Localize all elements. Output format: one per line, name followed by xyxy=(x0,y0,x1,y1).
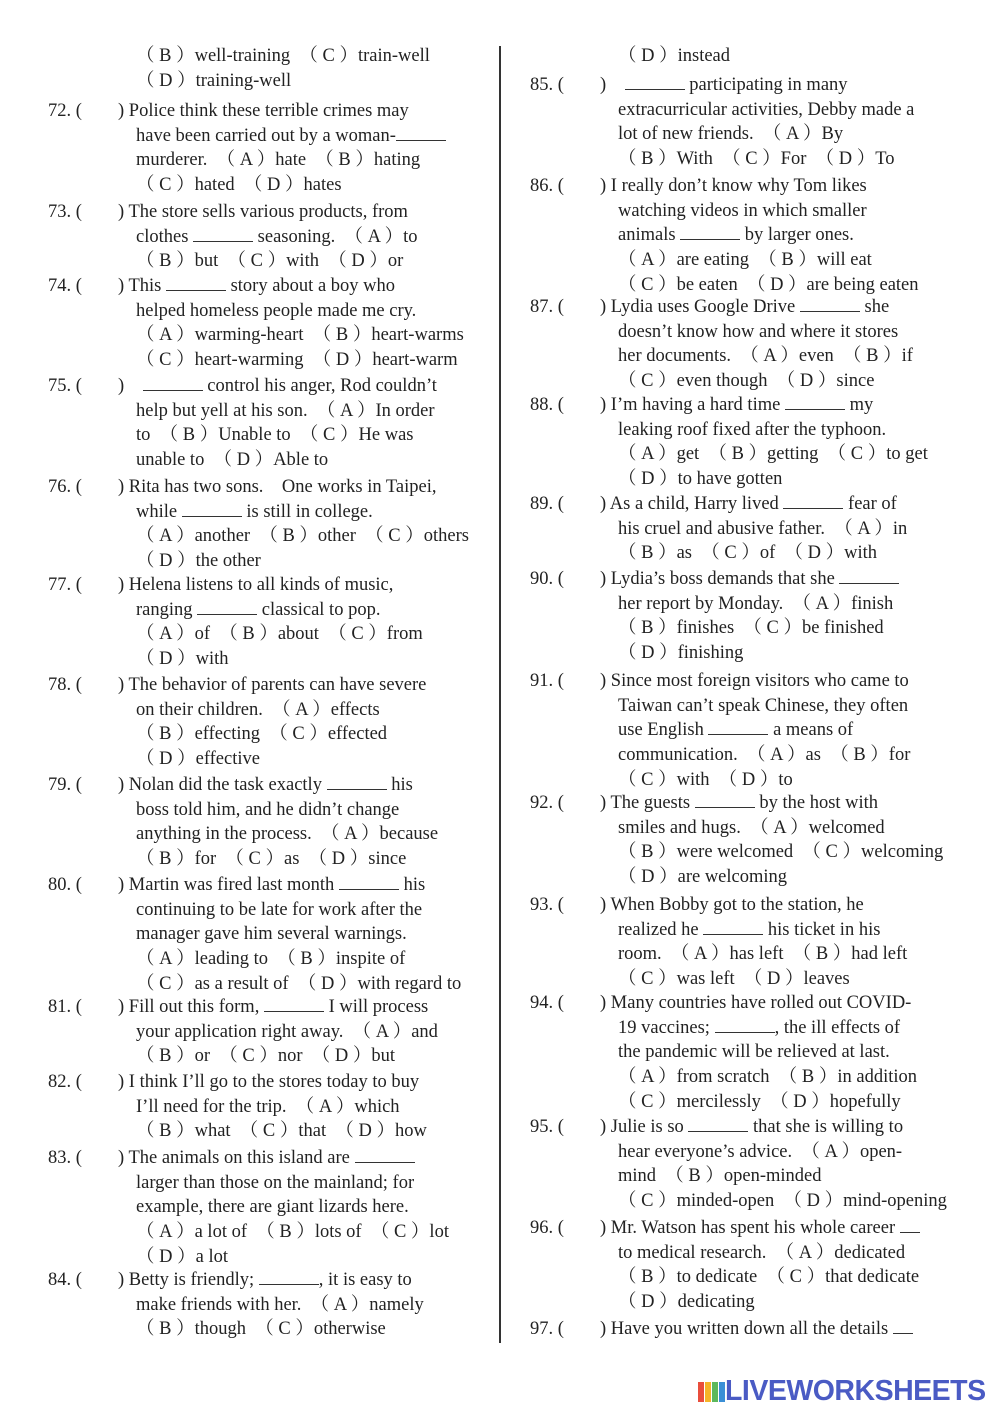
question-line: （ D ）are welcoming xyxy=(618,867,788,888)
question-line: （ B ）effecting （ C ）effected xyxy=(136,724,388,745)
question-line: the pandemic will be relieved at last. xyxy=(618,1042,890,1063)
question-line: （ A ）warming-heart （ B ）heart-warms xyxy=(136,325,464,346)
question-line: （ B ）as （ C ）of （ D ）with xyxy=(618,543,878,564)
question-line: （ D ）the other xyxy=(136,551,261,572)
answer-blank xyxy=(708,718,768,735)
question-number: 95. ( xyxy=(530,1117,564,1137)
question-number: 85. ( xyxy=(530,75,564,95)
question-number: 80. ( xyxy=(48,875,82,895)
question-line: to （ B ）Unable to （ C ）He was xyxy=(136,425,414,446)
answer-blank xyxy=(703,918,763,935)
question-line: ) Have you written down all the details xyxy=(600,1317,913,1341)
question-line: use English a means of xyxy=(618,720,854,741)
question-number: 72. ( xyxy=(48,101,82,121)
question-line: ) participating in many xyxy=(600,75,848,95)
answer-blank xyxy=(259,1268,319,1285)
question-number: 86. ( xyxy=(530,176,564,196)
question-line: I’ll need for the trip. （ A ）which xyxy=(136,1096,400,1117)
question-line: mind （ B ）open-minded xyxy=(618,1166,822,1187)
question-line: to medical research. （ A ）dedicated xyxy=(618,1242,906,1263)
question-line: continuing to be late for work after the xyxy=(136,899,423,920)
question-line: （ B ）to dedicate （ C ）that dedicate xyxy=(618,1267,920,1288)
question-line: ) Martin was fired last month his xyxy=(118,875,426,895)
question-line: lot of new friends. （ A ）By xyxy=(618,124,844,145)
question-line: manager gave him several warnings. xyxy=(136,924,407,945)
answer-blank xyxy=(339,873,399,890)
question-line: his cruel and abusive father. （ A ）in xyxy=(618,518,908,539)
question-line: clothes seasoning. （ A ）to xyxy=(136,226,418,247)
question-number: 93. ( xyxy=(530,895,564,915)
question-line: 19 vaccines; , the ill effects of xyxy=(618,1017,901,1038)
answer-blank xyxy=(355,1146,415,1163)
answer-blank xyxy=(197,598,257,615)
question-line: （ C ）mercilessly （ D ）hopefully xyxy=(618,1091,901,1112)
question-line: （ C ）be eaten （ D ）are being eaten xyxy=(618,274,919,295)
answer-blank xyxy=(193,225,253,242)
question-line: animals by larger ones. xyxy=(618,225,854,246)
question-line: （ D ）effective xyxy=(136,749,260,770)
question-line: her documents. （ A ）even （ B ）if xyxy=(618,346,913,367)
question-line: ) Rita has two sons. One works in Taipei, xyxy=(118,477,437,497)
question-line: ) control his anger, Rod couldn’t xyxy=(118,376,437,396)
question-line: （ B ）though （ C ）otherwise xyxy=(136,1319,386,1340)
question-number: 96. ( xyxy=(530,1218,564,1238)
question-line: （ B ）were welcomed （ C ）welcoming xyxy=(618,842,944,863)
question-line: watching videos in which smaller xyxy=(618,200,867,221)
question-number: 74. ( xyxy=(48,276,82,296)
question-line: （ D ）to have gotten xyxy=(618,469,783,490)
question-line: anything in the process. （ A ）because xyxy=(136,824,439,845)
question-line: ) The behavior of parents can have severe xyxy=(118,675,427,695)
question-line: your application right away. （ A ）and xyxy=(136,1021,438,1042)
answer-blank xyxy=(695,791,755,808)
answer-blank xyxy=(800,295,860,312)
question-number: 79. ( xyxy=(48,775,82,795)
answer-blank xyxy=(783,492,843,509)
question-number: 83. ( xyxy=(48,1148,82,1168)
question-line: （ D ）dedicating xyxy=(618,1292,755,1313)
question-line: leaking roof fixed after the typhoon. xyxy=(618,419,887,440)
answer-blank xyxy=(893,1317,913,1334)
question-line: hear everyone’s advice. （ A ）open- xyxy=(618,1141,903,1162)
question-line: ) Mr. Watson has spent his whole career xyxy=(600,1216,920,1240)
answer-blank xyxy=(785,393,845,410)
question-line: （ D ）with xyxy=(136,649,229,670)
liveworksheets-logo-icon xyxy=(697,1380,727,1404)
question-line: ) When Bobby got to the station, he xyxy=(600,895,864,915)
question-line: example, there are giant lizards here. xyxy=(136,1197,409,1218)
question-line: （ C ）even though （ D ）since xyxy=(618,371,875,392)
answer-blank xyxy=(715,1016,775,1033)
answer-blank xyxy=(396,124,446,141)
question-line: doesn’t know how and where it stores xyxy=(618,321,899,342)
question-line: （ C ）was left （ D ）leaves xyxy=(618,969,850,990)
question-line: （ B ）or （ C ）nor （ D ）but xyxy=(136,1046,396,1067)
question-line: realized he his ticket in his xyxy=(618,919,881,940)
question-line: （ C ）with （ D ）to xyxy=(618,769,793,790)
question-number: 88. ( xyxy=(530,395,564,415)
question-line: ) Many countries have rolled out COVID- xyxy=(600,993,912,1013)
question-line: ) I really don’t know why Tom likes xyxy=(600,176,867,196)
question-line: have been carried out by a woman- xyxy=(136,124,446,148)
question-number: 75. ( xyxy=(48,376,82,396)
question-line: （ A ）of （ B ）about （ C ）from xyxy=(136,624,423,645)
question-line: （ C ）as a result of （ D ）with regard to xyxy=(136,973,462,994)
answer-blank xyxy=(625,73,685,90)
question-line: （ C ）minded-open （ D ）mind-opening xyxy=(618,1191,947,1212)
answer-blank xyxy=(839,567,899,584)
answer-blank xyxy=(688,1115,748,1132)
question-line: ) This story about a boy who xyxy=(118,276,396,296)
question-line: boss told him, and he didn’t change xyxy=(136,799,400,820)
question-line: （ C ）heart-warming （ D ）heart-warm xyxy=(136,350,458,371)
question-line: （ B ）what （ C ）that （ D ）how xyxy=(136,1121,427,1142)
question-line: ) Nolan did the task exactly his xyxy=(118,775,413,795)
question-number: 92. ( xyxy=(530,793,564,813)
question-line: smiles and hugs. （ A ）welcomed xyxy=(618,817,885,838)
question-line: （ B ）finishes （ C ）be finished xyxy=(618,618,884,639)
question-line: （ D ）training-well xyxy=(136,70,292,91)
question-number: 91. ( xyxy=(530,671,564,691)
liveworksheets-brand: LIVEWORKSHEETS xyxy=(725,1375,986,1407)
answer-blank xyxy=(182,500,242,517)
question-line: room. （ A ）has left （ B ）had left xyxy=(618,944,908,965)
question-number: 76. ( xyxy=(48,477,82,497)
question-line: murderer. （ A ）hate （ B ）hating xyxy=(136,150,421,171)
question-line: ) I think I’ll go to the stores today to buy xyxy=(118,1072,420,1092)
question-line: （ A ）leading to （ B ）inspite of xyxy=(136,949,406,970)
question-line: （ C ）hated （ D ）hates xyxy=(136,175,342,196)
question-line: ) The store sells various products, from xyxy=(118,202,408,222)
question-number: 82. ( xyxy=(48,1072,82,1092)
question-line: Taiwan can’t speak Chinese, they often xyxy=(618,695,909,716)
answer-blank xyxy=(143,374,203,391)
question-line: （ A ）another （ B ）other （ C ）others xyxy=(136,526,469,547)
question-line: her report by Monday. （ A ）finish xyxy=(618,593,894,614)
answer-blank xyxy=(900,1216,920,1233)
question-line: help but yell at his son. （ A ）In order xyxy=(136,400,435,421)
question-line: （ D ）instead xyxy=(618,46,731,66)
question-line: ) The guests by the host with xyxy=(600,793,879,813)
question-line: helped homeless people made me cry. xyxy=(136,300,417,321)
question-line: make friends with her. （ A ）namely xyxy=(136,1294,424,1315)
question-line: ) Police think these terrible crimes may xyxy=(118,101,409,121)
answer-blank xyxy=(264,995,324,1012)
question-line: （ B ）but （ C ）with （ D ）or xyxy=(136,251,404,272)
question-number: 90. ( xyxy=(530,569,564,589)
question-number: 87. ( xyxy=(530,297,564,317)
question-line: larger than those on the mainland; for xyxy=(136,1172,415,1193)
question-line: while is still in college. xyxy=(136,501,373,522)
question-line: ) Helena listens to all kinds of music, xyxy=(118,575,394,595)
question-line: unable to （ D ）Able to xyxy=(136,450,329,471)
question-line: ) Julie is so that she is willing to xyxy=(600,1117,904,1137)
question-number: 89. ( xyxy=(530,494,564,514)
question-number: 94. ( xyxy=(530,993,564,1013)
question-line: ) Lydia’s boss demands that she xyxy=(600,567,899,591)
answer-blank xyxy=(327,773,387,790)
question-number: 73. ( xyxy=(48,202,82,222)
question-line: ) Lydia uses Google Drive she xyxy=(600,297,890,317)
question-line: （ A ）a lot of （ B ）lots of （ C ）lot xyxy=(136,1222,449,1243)
question-number: 81. ( xyxy=(48,997,82,1017)
question-line: （ A ）are eating （ B ）will eat xyxy=(618,250,872,271)
question-line: ) Betty is friendly; , it is easy to xyxy=(118,1270,412,1290)
question-number: 97. ( xyxy=(530,1319,564,1339)
question-line: ) As a child, Harry lived fear of xyxy=(600,494,897,514)
question-line: on their children. （ A ）effects xyxy=(136,699,380,720)
column-divider xyxy=(499,46,501,1343)
question-line: （ B ）With （ C ）For （ D ）To xyxy=(618,149,895,170)
question-line: （ B ）for （ C ）as （ D ）since xyxy=(136,849,407,870)
question-line: （ A ）from scratch （ B ）in addition xyxy=(618,1067,918,1088)
question-line: （ B ）well-training （ C ）train-well xyxy=(136,46,430,66)
answer-blank xyxy=(166,274,226,291)
answer-blank xyxy=(680,223,740,240)
question-number: 77. ( xyxy=(48,575,82,595)
question-line: （ D ）finishing xyxy=(618,643,744,664)
question-line: communication. （ A ）as （ B ）for xyxy=(618,745,911,766)
question-line: ) The animals on this island are xyxy=(118,1146,415,1170)
question-line: extracurricular activities, Debby made a xyxy=(618,99,915,120)
question-line: ) Since most foreign visitors who came to xyxy=(600,671,909,691)
question-line: （ D ）a lot xyxy=(136,1246,228,1267)
question-line: （ A ）get （ B ）getting （ C ）to get xyxy=(618,444,928,465)
question-line: ranging classical to pop. xyxy=(136,599,381,620)
question-number: 84. ( xyxy=(48,1270,82,1290)
question-number: 78. ( xyxy=(48,675,82,695)
question-line: ) Fill out this form, I will process xyxy=(118,997,429,1017)
question-line: ) I’m having a hard time my xyxy=(600,395,874,415)
